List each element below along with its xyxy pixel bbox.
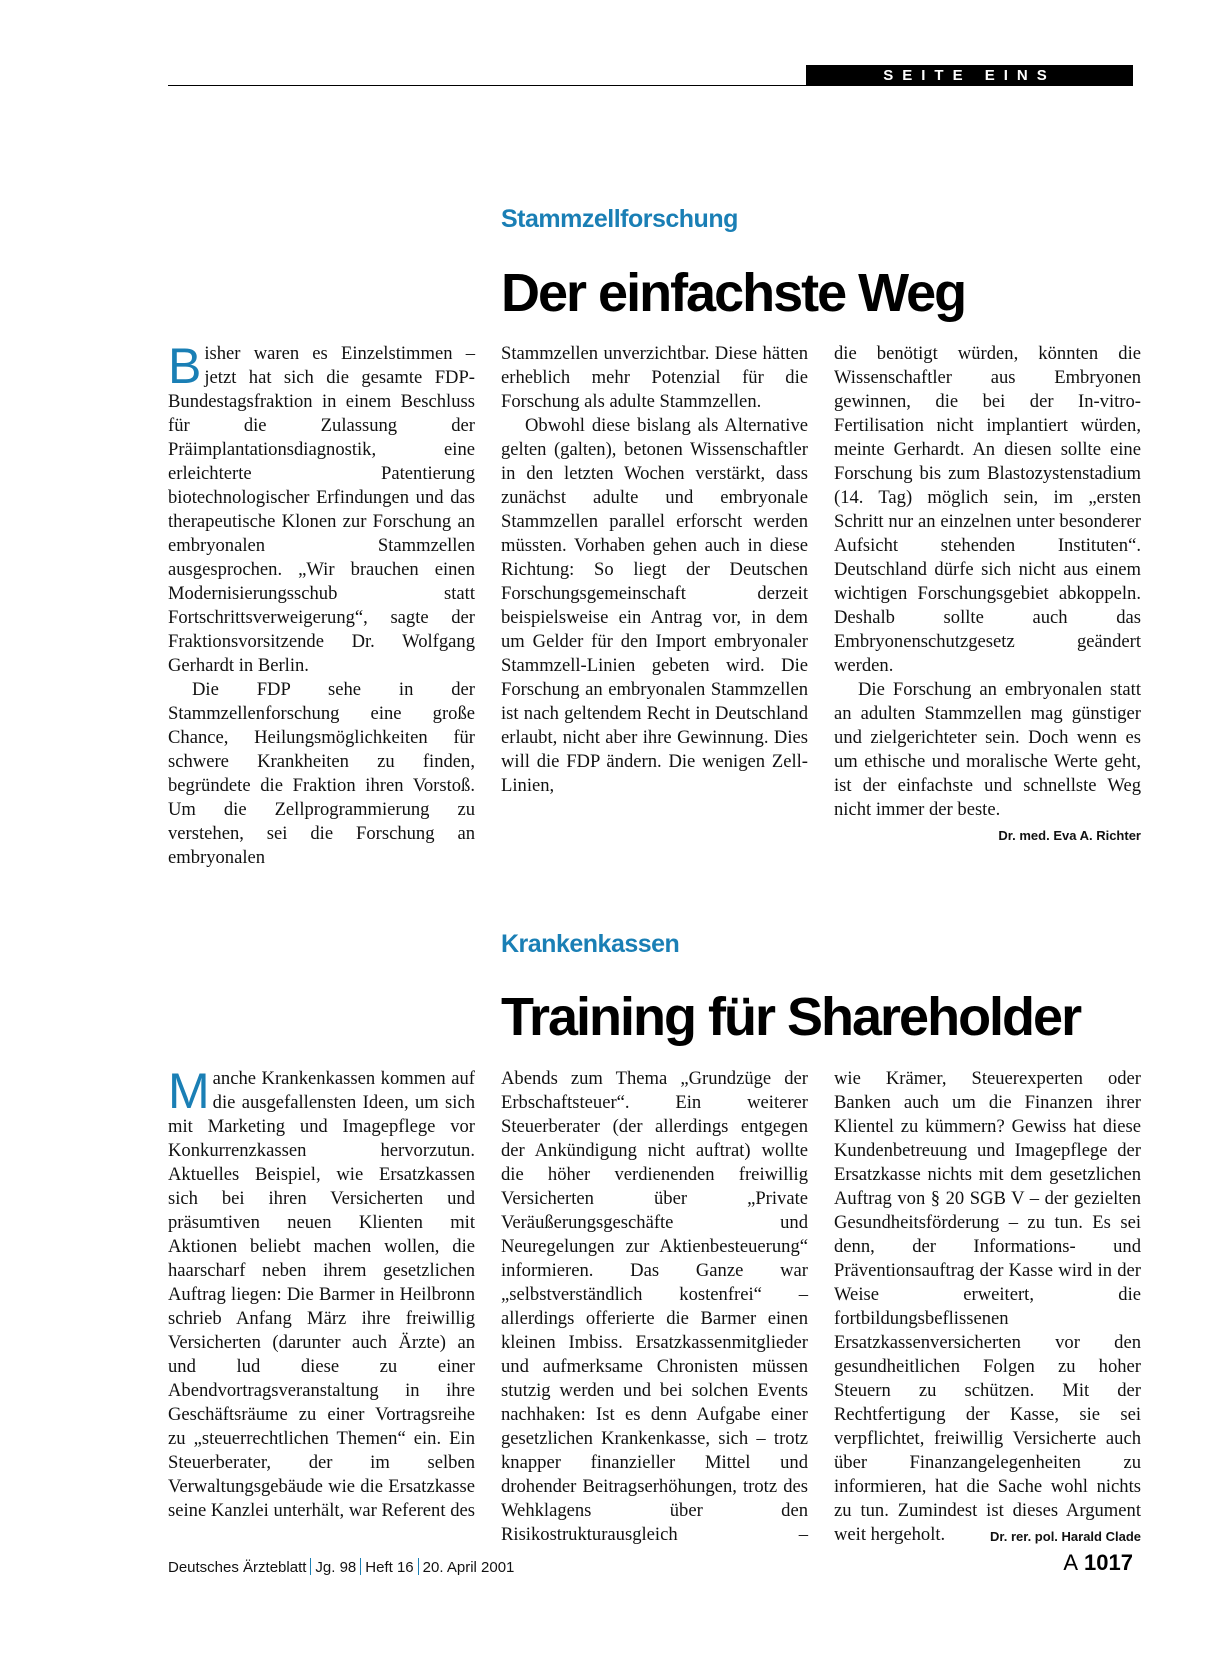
journal-issue: Heft 16 <box>365 1559 414 1576</box>
footer-separator <box>310 1558 311 1575</box>
footer <box>168 1558 514 1576</box>
article1-column-1 <box>168 338 475 870</box>
article2-kicker: Krankenkassen <box>501 930 680 958</box>
article1-column-2 <box>501 342 808 798</box>
page-prefix: A <box>1063 1550 1079 1575</box>
article1-col3-p2: Die Forschung an embryonalen statt an adulten Stammzellen mag günstiger und zielgerichteter sein. Doch wenn es um ethische und moralische Werte geht, ist der einfachste und schnellste Weg nicht immer der beste. <box>834 679 1141 820</box>
article1-col1-p2: Die FDP sehe in der Stammzellenforschung eine große Chance, Heilungsmöglichkeiten für schwere Krankheiten zu finden, begründete die Fraktion ihren Vorstoß. Um die Zellprogrammierung zu verstehen, sei die Forschung an embryonalen <box>168 679 475 868</box>
article1-col2-p2: Obwohl diese bislang als Alternative gelten (galten), betonen Wissenschaftler in den letzten Wochen verstärkt, dass zunächst adulte und embryonale Stammzellen parallel erforscht werden müssten. Vorhaben gehen auch in diese Richtung: So liegt der Deutschen Forschungsgemeinschaft derzeit beispielsweise ein Antrag vor, in dem um Gelder für den Import embryonaler Stammzell-Linien gebeten wird. Die Forschung an embryonalen Stammzellen ist nach geltendem Recht in Deutschland erlaubt, nicht aber ihre Gewinnung. Dies will die FDP ändern. Die wenigen Zell-Linien, <box>501 415 808 796</box>
article2-col1-p1: anche Krankenkassen kommen auf die ausgefallensten Ideen, um sich mit Marketing und Imagepflege vor Konkurrenzkassen hervorzutun. Aktuelles Beispiel, wie Ersatzkassen sich bei ihren Versicherten und präsumtiven neuen Klienten mit Aktionen beliebt machen wollen, die haarscharf neben ihrem gesetzlichen Auftrag liegen: Die Barmer in Heilbronn schrieb Anfang März ihre freiwillig Versicherten (darunter auch Ärzte) an und lud diese zu einer Abendvortragsveranstaltung in ihre Geschäftsräume zu einer Vortragsreihe zu „steuerrechtlichen Themen“ ein. Ein Steuerberater, der im selben Verwaltungsgebäude wie die Ersatzkasse seine Kanzlei unterhält, war Referent des <box>168 1068 475 1521</box>
journal-date: 20. April 2001 <box>422 1559 515 1576</box>
section-label: SEITE EINS <box>806 65 1133 86</box>
article2-headline: Training für Shareholder <box>501 987 1081 1047</box>
article2-dropcap: M <box>168 1063 210 1119</box>
article2-column-1 <box>168 1063 475 1523</box>
article1-author: Dr. med. Eva A. Richter <box>998 828 1141 843</box>
page-number <box>1063 1550 1133 1576</box>
article1-dropcap: B <box>168 338 202 394</box>
article1-column-3 <box>834 342 1141 848</box>
article1-col3-p1: die benötigt würden, könnten die Wissenschaftler aus Embryonen gewinnen, die bei der In-vitro-Fertilisation nicht implantiert würden, meinte Gerhardt. An diesen sollte eine Forschung bis zum Blastozystenstadium (14. Tag) möglich sein, im „ersten Schritt nur an einzelnen unter besonderer Aufsicht stehenden Instituten“. Deutschland dürfe sich nicht aus einem wichtigen Forschungsgebiet abkoppeln. Deshalb sollte auch das Embryonenschutzgesetz geändert werden. <box>834 343 1141 676</box>
article1-col1-p1: isher waren es Einzelstimmen – jetzt hat sich die gesamte FDP-Bundestagsfraktion in einem Beschluss für die Zulassung der Präimplantationsdiagnostik, eine erleichterte Patentierung biotechnologischer Erfindungen und das therapeutische Klonen zur Forschung an embryonalen Stammzellen ausgesprochen. „Wir brauchen einen Modernisierungsschub statt Fortschrittsverweigerung“, sagte der Fraktionsvorsitzende Dr. Wolfgang Gerhardt in Berlin. <box>168 343 475 676</box>
article1-col2-p1: Stammzellen unverzichtbar. Diese hätten erheblich mehr Potenzial für die Forschung als adulte Stammzellen. <box>501 343 808 412</box>
journal-volume: Jg. 98 <box>315 1559 357 1576</box>
footer-separator <box>360 1558 361 1575</box>
article1-kicker: Stammzellforschung <box>501 205 738 233</box>
footer-separator <box>418 1558 419 1575</box>
article2-author: Dr. rer. pol. Harald Clade <box>990 1529 1141 1544</box>
article2-column-2 <box>501 1067 808 1547</box>
page-number-value: 1017 <box>1084 1550 1133 1575</box>
article2-col3-p1: wie Krämer, Steuerexperten oder Banken auch um die Finanzen ihrer Klientel zu kümmern? Gewiss hat diese Kundenbetreuung und Imagepflege der Ersatzkasse nichts mit dem gesetzlichen Auftrag von § 20 SGB V – der gezielten Gesundheitsförderung – zu tun. Es sei denn, der Informations- und Präventionsauftrag der Kasse wird in der Weise erweitert, die fortbildungsbeflissenen Ersatzkassenversicherten vor den gesundheitlichen Folgen zu hoher Steuern zu schützen. Mit der Rechtfertigung der Kasse, sie sei verpflichtet, freiwillig Versicherte auch über Finanzangelegenheiten zu informieren, hat die Sache wohl nichts zu tun. Zumindest ist dieses Argument weit hergeholt. <box>834 1068 1141 1545</box>
article1-headline: Der einfachste Weg <box>501 263 966 323</box>
journal-name: Deutsches Ärzteblatt <box>168 1559 307 1576</box>
article2-column-3 <box>834 1067 1141 1549</box>
article2-col2-p1: Abends zum Thema „Grundzüge der Erbschaftsteuer“. Ein weiterer Steuerberater (der allerdings entgegen der Ankündigung nicht auftrat) wollte die höher verdienenden freiwillig Versicherten über „Private Veräußerungsgeschäfte und Neuregelungen zur Aktienbesteuerung“ informieren. Das Ganze war „selbstverständlich kostenfrei“ – allerdings offerierte die Barmer einen kleinen Imbiss. Ersatzkassenmitglieder und aufmerksame Chronisten müssen stutzig werden und bei solchen Events nachhaken: Ist es denn Aufgabe einer gesetzlichen Krankenkasse, sich – trotz knapper finanzieller Mittel und drohender Beitragserhöhungen, trotz des Wehklagens über den Risikostrukturausgleich – <box>501 1068 808 1545</box>
